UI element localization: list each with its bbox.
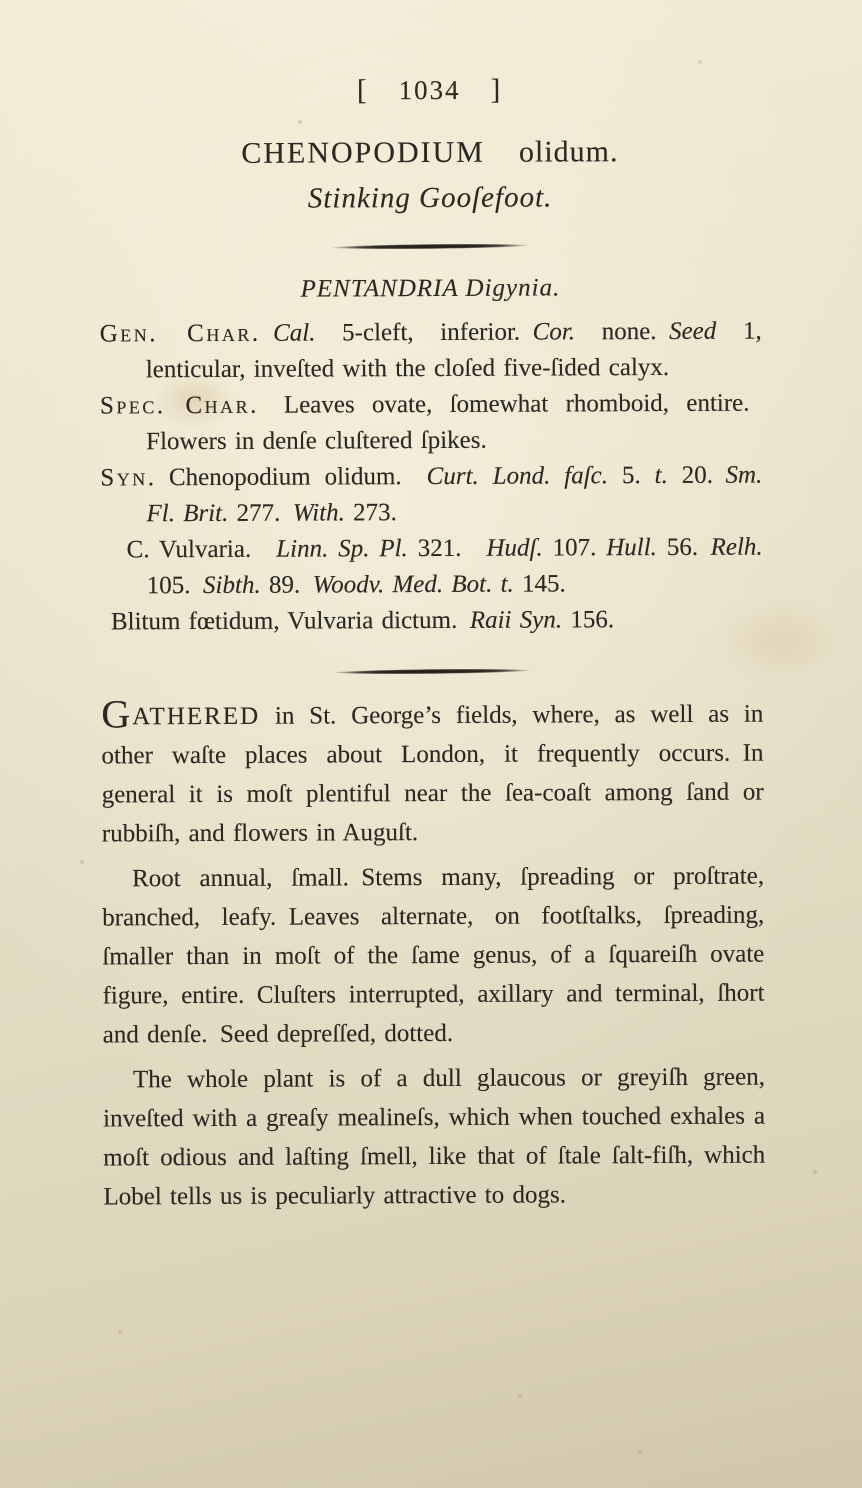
- text-segment: 5-cleft, inferior.: [315, 318, 533, 347]
- text-segment: Woodv. Med. Bot. t.: [312, 570, 514, 599]
- text-segment: 156.: [562, 606, 615, 634]
- page-number-bracket-open: [: [356, 74, 369, 107]
- description-section: [101, 691, 766, 1217]
- text-segment: Sibth.: [202, 571, 261, 599]
- text-segment: Cor.: [532, 318, 576, 346]
- text-segment: 20.: [667, 461, 726, 489]
- syn-vulvaria-entry: [101, 530, 763, 605]
- text-segment: Cal.: [273, 319, 316, 347]
- linnaean-classification: PENTANDRIA Digynia.: [300, 274, 561, 303]
- paragraph-description: [102, 857, 765, 1055]
- paragraph-habit: [103, 1058, 766, 1217]
- species-title: [99, 133, 761, 174]
- characters-section: [100, 314, 763, 641]
- text-segment: 56.: [656, 533, 711, 562]
- text-segment: Syn.: [100, 464, 157, 492]
- text-segment: Leaves ovate, ſomewhat rhomboid, entire. Flowers in denſe cluſtered ſpikes.: [146, 389, 763, 456]
- text-segment: Curt. Lond. faſc.: [426, 462, 609, 491]
- syn-blitum-entry: [101, 602, 763, 641]
- page-content: [98, 61, 765, 1217]
- text-segment: 321.: [407, 534, 487, 563]
- syn-entry: [100, 458, 762, 533]
- text-segment: t.: [654, 461, 668, 490]
- text-segment: 145.: [513, 570, 566, 598]
- text-segment: [261, 320, 274, 347]
- page-number-bracket-close: ]: [490, 73, 503, 106]
- text-segment: Seed: [668, 317, 717, 345]
- text-segment: ATHERED: [132, 702, 261, 731]
- text-segment: G: [101, 691, 133, 737]
- text-segment: With.: [292, 499, 345, 527]
- text-segment: none.: [574, 317, 670, 346]
- common-name: Stinking Gooſefoot.: [307, 181, 553, 215]
- text-segment: Relh.: [710, 533, 763, 561]
- text-segment: Hudſ.: [486, 534, 543, 562]
- divider-rule-middle: [332, 668, 532, 675]
- text-segment: Gen. Char.: [99, 319, 261, 348]
- text-segment: Raii Syn.: [469, 606, 563, 634]
- text-segment: Chenopodium olidum.: [156, 463, 427, 492]
- text-segment: Sm. Fl. Brit.: [146, 461, 763, 528]
- text-segment: Root annual, ſmall. Stems many, ſpreading or proſtrate, branched, leafy. Leaves alternate, on footſtalks, ſpreading, ſmaller than in moſt of the ſame genus, of a ſquareiſh ovate figure, entire. Cluſters interrupted, axillary and terminal, ſhort and denſe. Seed depreſſed, dotted.: [102, 862, 765, 1049]
- divider-rule-top: [330, 243, 530, 250]
- paragraph-gathered: [101, 691, 764, 854]
- text-segment: 273.: [344, 499, 397, 527]
- page-number: [98, 61, 760, 108]
- text-segment: 89.: [260, 571, 313, 599]
- text-segment: 1, lenticular, inveſted with the cloſed five-ſided calyx.: [145, 317, 762, 384]
- text-segment: 5.: [607, 462, 655, 490]
- species-epithet: olidum.: [518, 135, 619, 169]
- text-segment: 277.: [228, 499, 293, 527]
- gen-char-entry: [100, 314, 762, 389]
- text-segment: 107.: [542, 534, 607, 562]
- text-segment: Hull.: [606, 534, 657, 562]
- text-segment: 105.: [146, 571, 204, 600]
- text-segment: Blitum fœtidum, Vulvaria dictum.: [110, 606, 470, 636]
- genus-name: CHENOPODIUM: [241, 135, 486, 170]
- text-segment: Spec. Char.: [99, 391, 259, 420]
- page-number-value: 1034: [398, 74, 461, 106]
- text-segment: The whole plant is of a dull glaucous or greyiſh green, inveſted with a greaſy mealineſs, which when touched exhales a moſt odious and laſting ſmell, like that of ſtale ſalt-fiſh, which Lobel tells us is peculiarly attractive to dogs.: [103, 1063, 766, 1211]
- text-segment: in St. George’s fields, where, as well as in other waſte places about London, it frequently occurs. In general it is moſt plentiful near the ſea-coaſt among ſand or rubbiſh, and flowers in Auguſt.: [101, 700, 764, 848]
- text-segment: Linn. Sp. Pl.: [276, 535, 408, 563]
- spec-char-entry: [100, 386, 762, 461]
- text-segment: C. Vulvaria.: [126, 535, 277, 564]
